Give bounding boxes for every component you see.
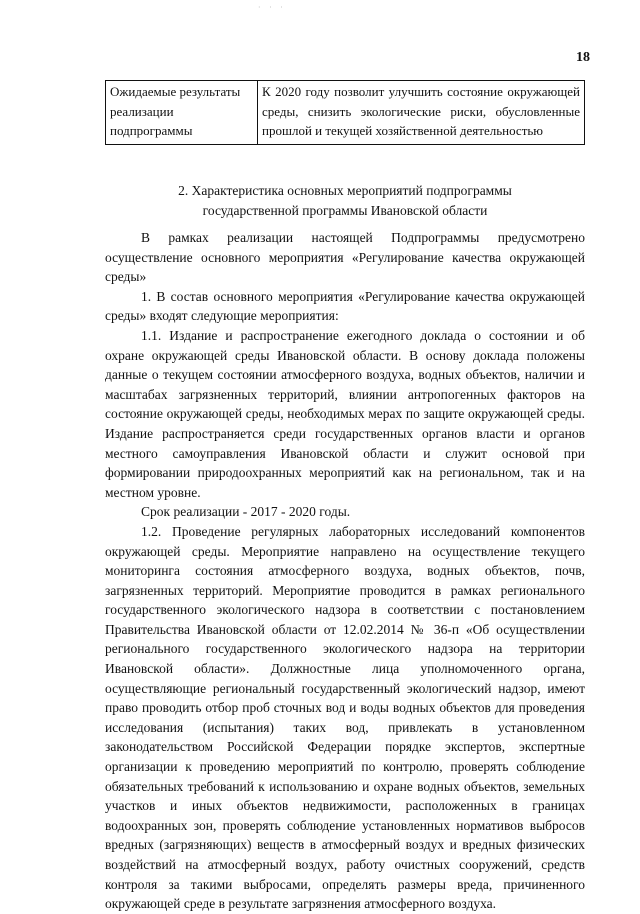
summary-table — [105, 80, 585, 145]
paragraph-term: Срок реализации - 2017 - 2020 годы. — [141, 504, 351, 520]
section-heading-line-1: 2. Характеристика основных мероприятий подпрограммы — [178, 183, 512, 198]
paragraph-intro: В рамках реализации настоящей Подпрограммы предусмотрено осуществление основного мероприятия «Регулирование качества окружающей среды» — [105, 230, 585, 285]
body-text — [105, 228, 585, 914]
section-heading-line-2: государственной программы Ивановской области — [202, 202, 488, 218]
paragraph-item-1: 1. В состав основного мероприятия «Регулирование качества окружающей среды» входят следующие мероприятия: — [105, 288, 585, 324]
paragraph-item-1-1: 1.1. Издание и распространение ежегодного доклада о состоянии и об охране окружающей среды Ивановской области. В основу доклада положены данные о текущем состоянии атмосферного воздуха, водных объектов, наличии и масштабах загрязненных территорий, влиянии антропогенных факторов на состояние окружающей среды, необходимых мерах по защите окружающей среды. Издание распространяется среди государственных органов власти и органов местного самоуправления Ивановской области и служит основой при формировании природоохранных мероприятий как на региональном, так и на местном уровне. — [105, 327, 585, 500]
paragraph-item-1-2: 1.2. Проведение регулярных лабораторных исследований компонентов окружающей среды. Мероприятие направлено на осуществление текущего мониторинга состояния атмосферного воздуха, водных объектов, почв, загрязненных территорий. Мероприятие проводится в рамках регионального государственного экологического надзора в соответствии с постановлением Правительства Ивановской области от 12.02.2014 № 36-п «Об осуществлении регионального государственного экологического надзора на территории Ивановской области». Должностные лица уполномоченного органа, осуществляющие региональный государственный экологический надзор, имеют право проводить отбор проб сточных вод и воды водных объектов для проведения исследования (испытания) таких вод, привлекать в установленном законодательством Российской Федерации порядке экспертов, экспертные организации к проведению мероприятий по контролю, проверять соблюдение обязательных требований к использованию и охране водных объектов, земельных участков и иных объектов недвижимости, расположенных в границах водоохранных зон, проверять соблюдение установленных нормативов выбросов вредных (загрязняющих) веществ в атмосферный воздух и вредных физических воздействий на атмосферный воздух, работу очистных сооружений, средств контроля за такими выбросами, определять размеры вреда, причиненного окружающей среде в результате загрязнения атмосферного воздуха. — [105, 523, 585, 912]
scan-marks: · · · — [258, 3, 286, 12]
section-heading — [105, 181, 585, 220]
table-value-cell: К 2020 году позволит улучшить состояние окружающей среды, снизить экологические риски, обусловленные прошлой и текущей хозяйственной деятельностью — [258, 81, 585, 145]
page-number: 18 — [576, 50, 590, 65]
table-row — [106, 81, 585, 145]
table-label-cell: Ожидаемые результаты реализации подпрограммы — [106, 81, 258, 145]
